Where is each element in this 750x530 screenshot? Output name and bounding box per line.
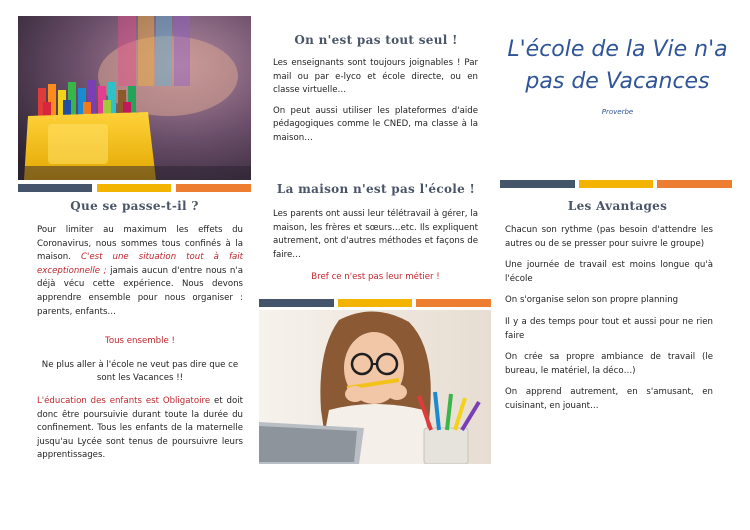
heading-maison-pas-ecole: La maison n'est pas l'école ! xyxy=(276,182,476,196)
text-rest: jamais aucun d'entre nous n'a déjà vécu cette expérience. Nous devons apprendre ensemble pour nous organiser : parents, enfants… xyxy=(37,265,243,317)
col2-paragraph-2: On peut aussi utiliser les plateformes d'aide pédagogiques comme le CNED, ma classe à la maison… xyxy=(273,105,478,143)
bref-metier: Bref ce n'est pas leur métier ! xyxy=(311,272,440,283)
avantages-list xyxy=(505,224,713,414)
divider-bar-yellow xyxy=(97,184,171,192)
divider-bar-orange-2 xyxy=(416,299,491,307)
crayons-photo xyxy=(18,16,251,180)
main-title: L'école de la Vie n'a pas de Vacances xyxy=(507,37,728,94)
col2-paragraph-1: Les enseignants sont toujours joignables ! Par mail ou par e-lyco et école directe, ou en classe virtuelle… xyxy=(273,58,478,96)
list-item: Une journée de travail est moins longue qu'à l'école xyxy=(505,260,713,284)
text-exceptionnelle: C'est une situation tout à fait exceptionnelle ; xyxy=(37,252,243,276)
col2-paragraph-3: Les parents ont aussi leur télétravail à gérer, la maison, les frères et sœurs…etc. Ils expliquent autrement, ont d'autres méthodes et façons de faire… xyxy=(273,209,478,260)
heading-pas-tout-seul: On n'est pas tout seul ! xyxy=(294,33,458,47)
col1-paragraph-1 xyxy=(37,224,243,319)
list-item: On s'organise selon son propre planning xyxy=(505,295,679,306)
divider-bar-yellow-3 xyxy=(579,180,653,188)
divider-bar-orange-3 xyxy=(657,180,732,188)
list-item: Chacun son rythme (pas besoin d'attendre les autres ou de se presser pour suivre le groupe) xyxy=(505,225,713,249)
divider-bar-blue-2 xyxy=(259,299,334,307)
list-item: On apprend autrement, en s'amusant, en cuisinant, en jouant… xyxy=(505,387,713,411)
list-item: On crée sa propre ambiance de travail (le bureau, le matériel, la déco…) xyxy=(505,352,713,376)
text-rest-3: et doit donc être poursuivie durant toute la durée du confinement. Tous les enfants de la maternelle jusqu'au Lycée sont tenus de poursuivre leurs apprentissages. xyxy=(37,395,243,461)
list-item: Il y a des temps pour tout et aussi pour ne rien faire xyxy=(505,316,713,341)
text-normal: Pour limiter au maximum les effets du Coronavirus, nous sommes tous confinés à la maison. xyxy=(37,225,243,263)
tous-ensemble: Tous ensemble ! xyxy=(105,336,175,347)
heading-que-se-passe: Que se passe-t-il ? xyxy=(70,199,199,213)
col1-paragraph-3 xyxy=(37,395,243,463)
col1-paragraph-2: Ne plus aller à l'école ne veut pas dire que ce sont les Vacances !! xyxy=(41,359,239,384)
girl-laptop-photo xyxy=(259,310,491,464)
divider-bar-orange xyxy=(176,184,251,192)
divider-bar-yellow-2 xyxy=(338,299,412,307)
text-obligatoire: L'éducation des enfants est Obligatoire xyxy=(37,395,211,406)
divider-bar-blue xyxy=(18,184,92,192)
heading-avantages: Les Avantages xyxy=(567,199,668,213)
divider-bar-blue-3 xyxy=(500,180,575,188)
proverbe-label: Proverbe xyxy=(601,108,634,116)
